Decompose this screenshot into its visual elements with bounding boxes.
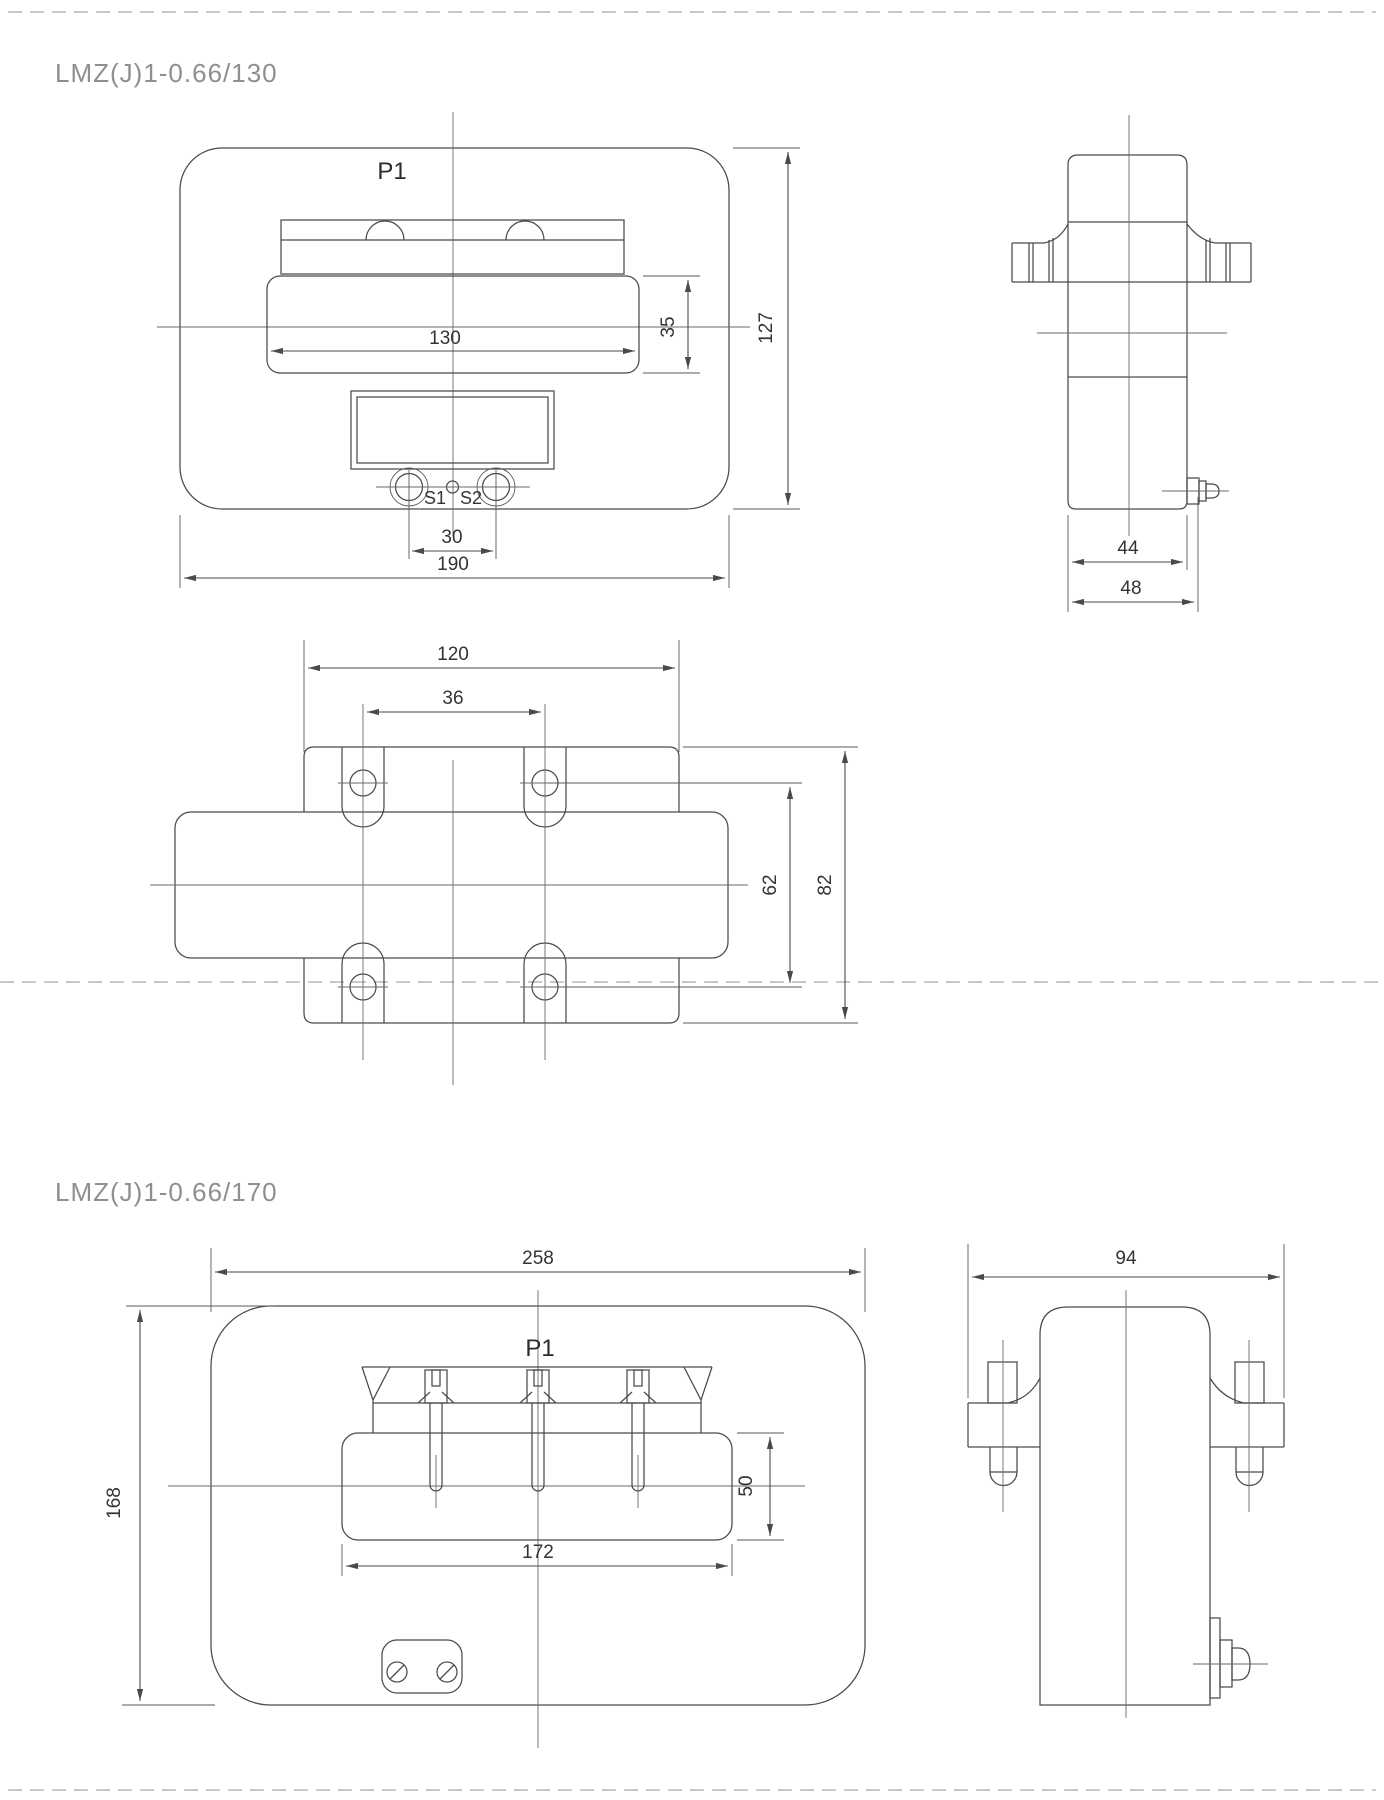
stud-right-head	[1235, 1362, 1264, 1403]
label-p1: P1	[525, 1335, 555, 1362]
view-130-front	[157, 112, 800, 588]
section2-title: LMZ(J)1-0.66/170	[55, 1177, 278, 1207]
nameplate-outer	[351, 391, 554, 469]
dim-94-text: 94	[1115, 1248, 1137, 1269]
stud-left-head	[988, 1362, 1017, 1403]
flange-bottom	[304, 958, 679, 1023]
body-outline	[1068, 155, 1187, 509]
clamp-screw-1	[418, 1370, 454, 1508]
dim-62-text: 62	[760, 874, 781, 896]
busbar-bump-right	[506, 221, 544, 240]
busbar	[281, 220, 624, 274]
dim-30-text: 30	[441, 527, 463, 548]
wing-right	[644, 1392, 656, 1403]
screw-collar	[1220, 1640, 1232, 1687]
body-outline	[1040, 1307, 1210, 1705]
busbar-slant-right	[701, 1367, 712, 1400]
screw-slot	[432, 1370, 440, 1386]
dim-82-text: 82	[815, 874, 836, 896]
wing-left	[620, 1392, 632, 1403]
screw-slot	[634, 1370, 642, 1386]
busbar-slant-left	[362, 1367, 373, 1400]
wing-right	[442, 1392, 454, 1403]
dim-50-text: 50	[736, 1475, 757, 1497]
dim-190-text: 190	[437, 554, 469, 575]
screw-plate	[382, 1640, 462, 1693]
section1-title: LMZ(J)1-0.66/130	[55, 58, 278, 88]
dim-48-text: 48	[1120, 578, 1142, 599]
view-170-front	[104, 1248, 865, 1748]
dim-168-text: 168	[104, 1487, 125, 1519]
stud-right-dome	[1236, 1472, 1263, 1486]
screw-left-slot	[390, 1665, 404, 1679]
flange-left-fillet	[1044, 224, 1068, 243]
label-s1: S1	[423, 488, 447, 508]
flange-left-fillet	[1008, 1378, 1040, 1403]
view-130-bottom	[150, 640, 858, 1085]
wing-left	[520, 1392, 532, 1403]
nameplate-inner	[357, 397, 548, 463]
dim-120-text: 120	[437, 644, 469, 665]
dim-35-text: 35	[658, 316, 679, 338]
view-170-side	[968, 1244, 1284, 1718]
terminal-block	[342, 1433, 732, 1540]
busbar-bump-left	[366, 221, 404, 240]
screw-strip	[1210, 1618, 1220, 1698]
label-s2: S2	[459, 488, 483, 508]
label-p1: P1	[377, 158, 407, 185]
dim-127-text: 127	[756, 312, 777, 344]
dim-130-text: 130	[429, 328, 461, 349]
busbar-crease-left	[373, 1367, 390, 1400]
dim-172-text: 172	[522, 1542, 554, 1563]
busbar-crease-right	[684, 1367, 701, 1400]
view-130-side	[1012, 115, 1251, 612]
dim-36-text: 36	[442, 688, 464, 709]
clamp-screw-3	[620, 1370, 656, 1508]
wing-left	[418, 1392, 430, 1403]
wing-right	[544, 1392, 556, 1403]
dim-258-text: 258	[522, 1248, 554, 1269]
dim-44-text: 44	[1117, 538, 1139, 559]
screw-right-slot	[440, 1665, 454, 1679]
flange-top	[304, 747, 679, 812]
stud-left-dome	[990, 1472, 1017, 1486]
flange-right-fillet	[1187, 224, 1215, 243]
flange-right-fillet	[1210, 1378, 1244, 1403]
